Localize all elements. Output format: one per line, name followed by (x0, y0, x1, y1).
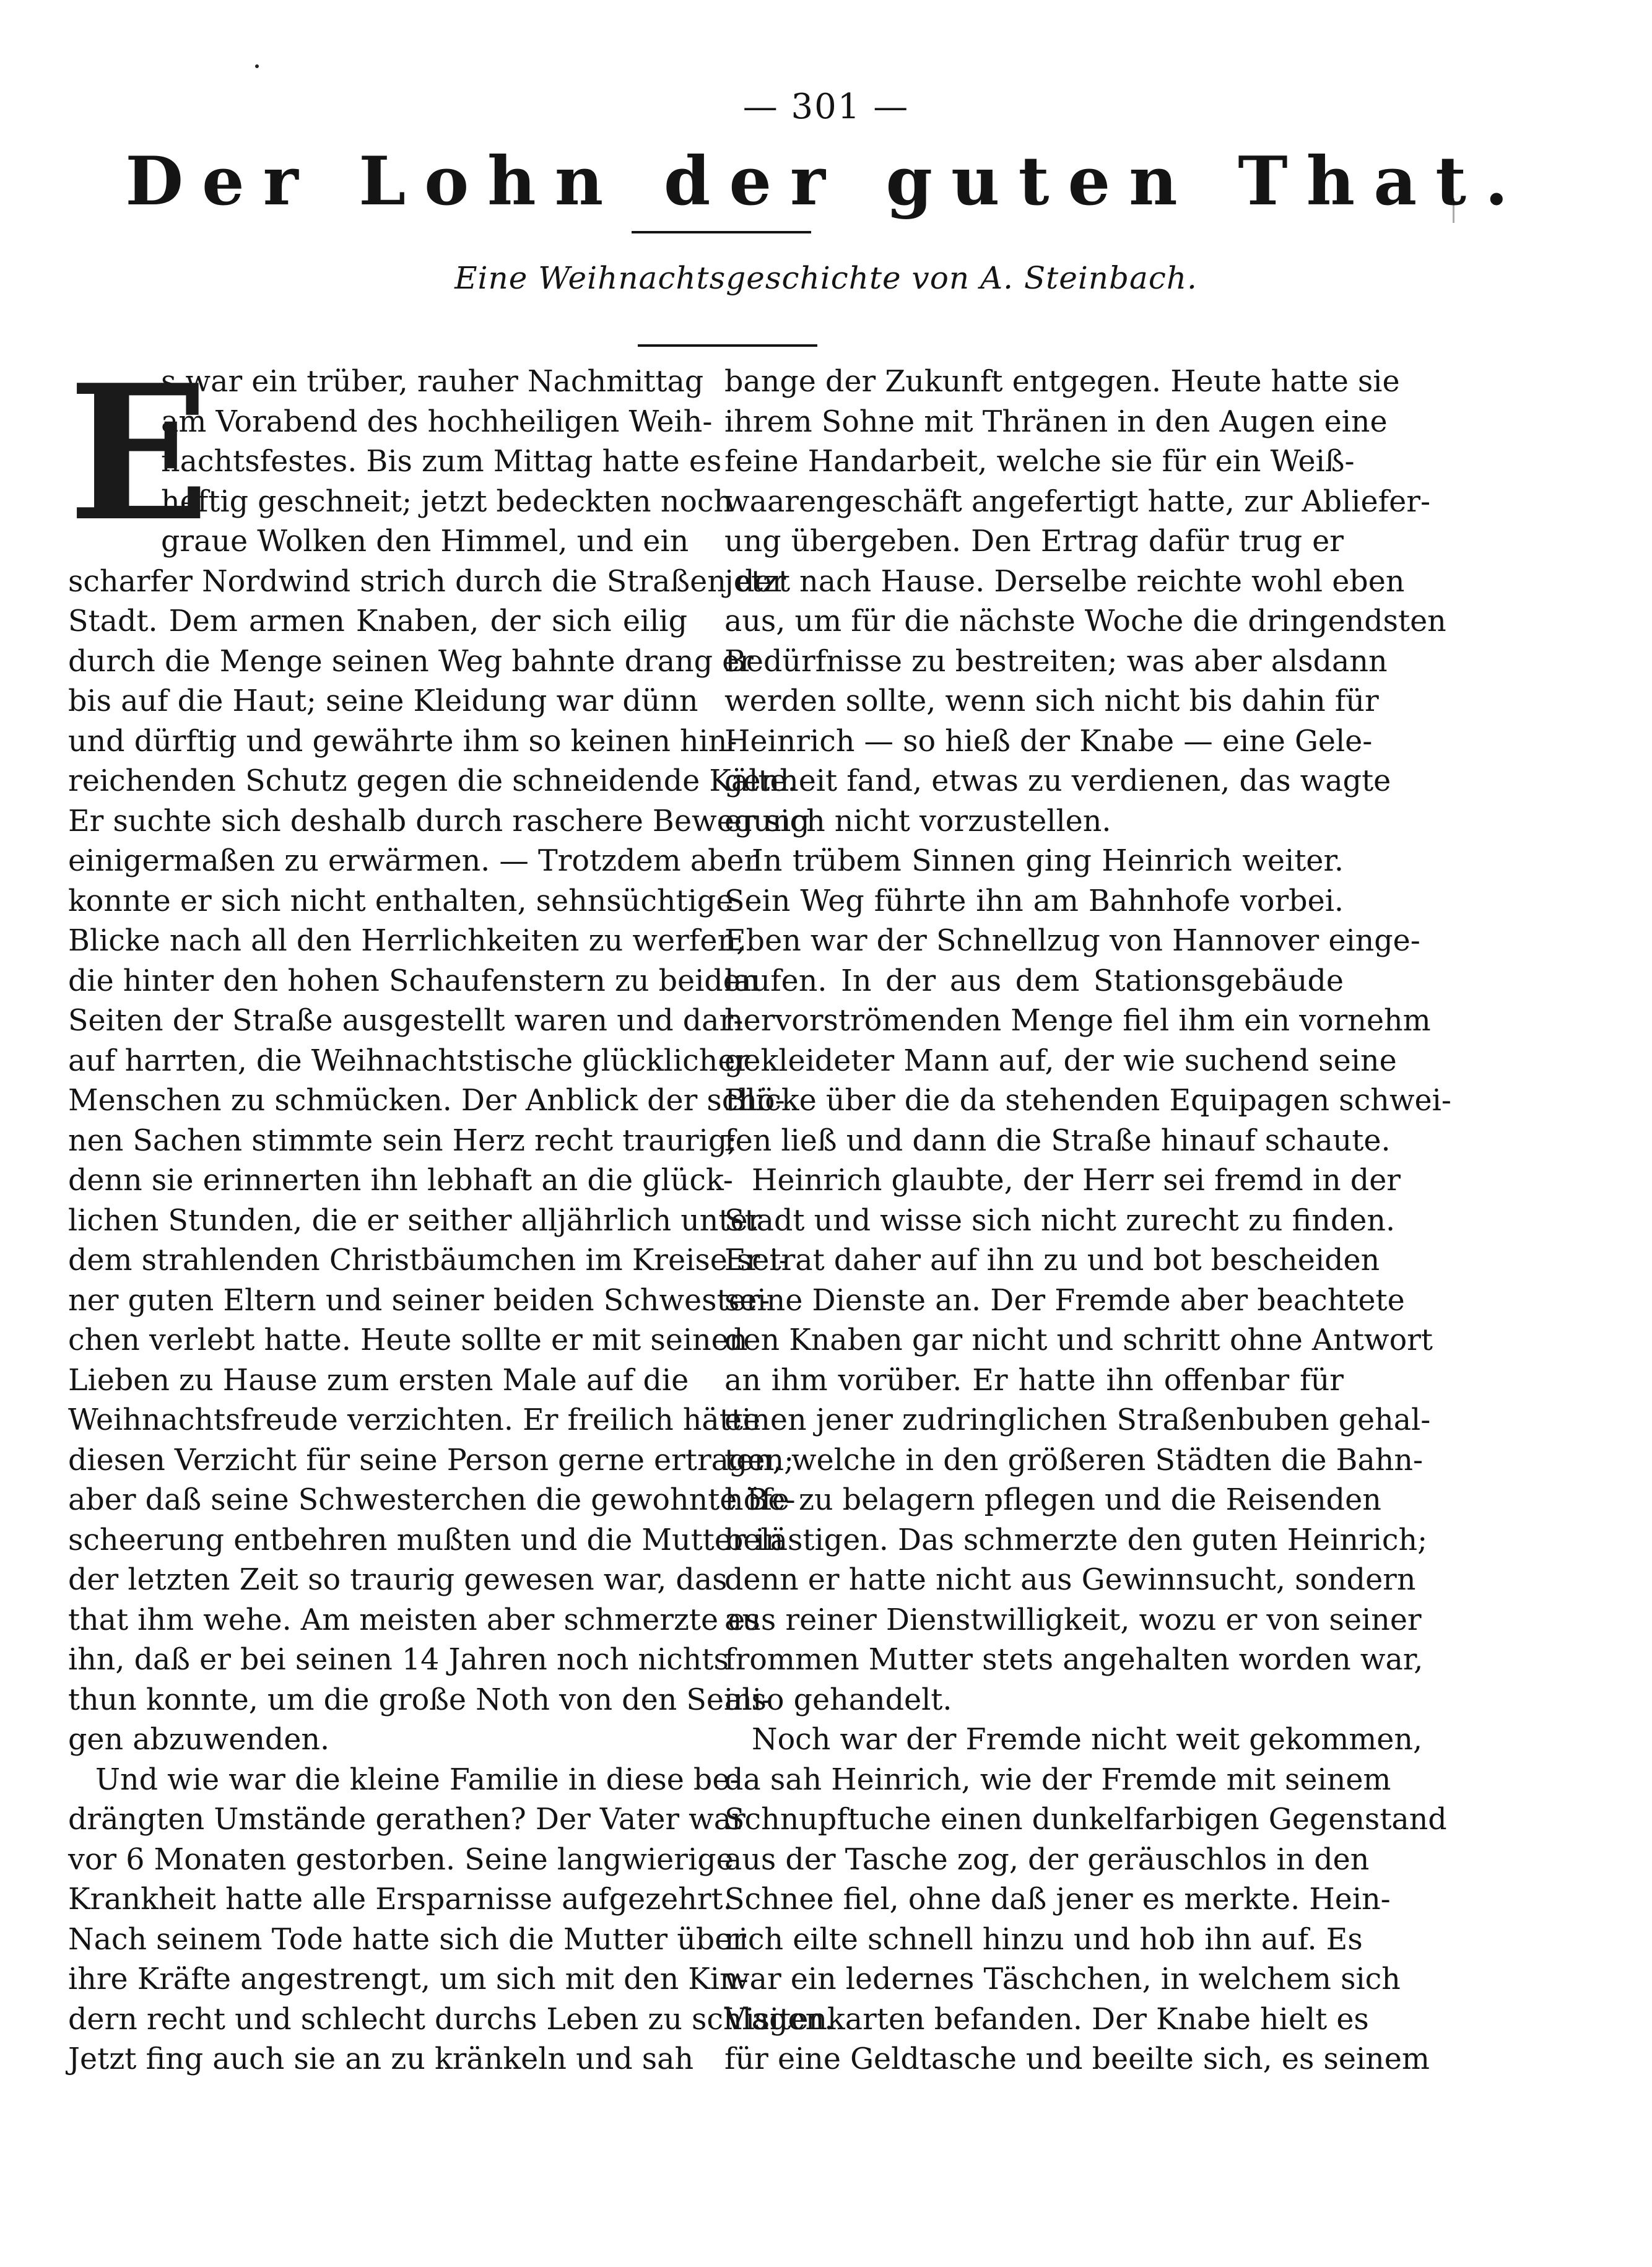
text-line: hervorströmenden Menge fiel ihm ein vornehm (724, 1004, 1431, 1038)
text-line: bis auf die Haut; seine Kleidung war dünn (68, 684, 698, 718)
text-line: Noch war der Fremde nicht weit gekommen, (752, 1723, 1423, 1757)
article-subtitle: Eine Weihnachtsgeschichte von A. Steinbach. (454, 260, 1198, 296)
text-line: ten, welche in den größeren Städten die Bahn- (724, 1443, 1424, 1477)
text-line: nen Sachen stimmte sein Herz recht traurig; (68, 1123, 737, 1158)
text-line: vor 6 Monaten gestorben. Seine langwierige (68, 1842, 734, 1877)
text-line: denn sie erinnerten ihn lebhaft an die glück- (68, 1164, 733, 1198)
text-line: konnte er sich nicht enthalten, sehnsüchtige (68, 884, 734, 918)
subtitle-rule (638, 344, 817, 347)
text-line: fen ließ und dann die Straße hinauf schaute. (724, 1123, 1391, 1158)
text-line: drängten Umstände gerathen? Der Vater war (68, 1803, 746, 1837)
text-line: war ein ledernes Täschchen, in welchem sich (724, 1962, 1401, 1996)
text-line: einigermaßen zu erwärmen. — Trotzdem aber (68, 844, 759, 878)
text-line: belästigen. Das schmerzte den guten Heinrich; (724, 1523, 1428, 1557)
text-line: er sich nicht vorzustellen. (724, 804, 1111, 838)
text-line: der letzten Zeit so traurig gewesen war, das (68, 1563, 728, 1597)
text-line: am Vorabend des hochheiligen Weih- (161, 404, 713, 439)
text-line: diesen Verzicht für seine Person gerne ertragen; (68, 1443, 794, 1477)
text-line: Heinrich glaubte, der Herr sei fremd in der (752, 1164, 1401, 1198)
text-line: auf harrten, die Weihnachtstische glücklicher (68, 1043, 750, 1078)
text-line: lichen Stunden, die er seither alljährlich unter (68, 1203, 762, 1238)
page-number: — 301 — (742, 87, 910, 127)
text-line: also gehandelt. (724, 1682, 952, 1717)
text-line: Er suchte sich deshalb durch raschere Bewegung (68, 804, 810, 838)
text-line: Nach seinem Tode hatte sich die Mutter über (68, 1922, 747, 1957)
text-line: Eben war der Schnellzug von Hannover einge- (724, 924, 1420, 958)
text-line: scheerung entbehren mußten und die Mutter in (68, 1523, 784, 1557)
text-line: gekleideter Mann auf, der wie suchend seine (724, 1043, 1397, 1078)
text-line: In trübem Sinnen ging Heinrich weiter. (752, 844, 1344, 878)
text-line: Stadt. Dem armen Knaben, der sich eilig (68, 604, 687, 638)
text-line: aber daß seine Schwesterchen die gewohnte Be- (68, 1483, 796, 1517)
text-line: an ihm vorüber. Er hatte ihn offenbar für (724, 1363, 1344, 1398)
text-line: ung übergeben. Den Ertrag dafür trug er (724, 524, 1344, 559)
text-line: Blicke über die da stehenden Equipagen schwei- (724, 1084, 1451, 1118)
text-line: Jetzt fing auch sie an zu kränkeln und sah (68, 2042, 694, 2076)
text-line: nachtsfestes. Bis zum Mittag hatte es (161, 445, 722, 479)
text-line: aus der Tasche zog, der geräuschlos in den (724, 1842, 1370, 1877)
text-line: ihn, daß er bei seinen 14 Jahren noch nichts (68, 1643, 729, 1677)
text-line: den Knaben gar nicht und schritt ohne Antwort (724, 1323, 1433, 1357)
text-line: Seiten der Straße ausgestellt waren und dar- (68, 1004, 744, 1038)
text-line: Krankheit hatte alle Ersparnisse aufgezehrt. (68, 1882, 733, 1917)
text-line: ihrem Sohne mit Thränen in den Augen eine (724, 404, 1388, 439)
text-line: reichenden Schutz gegen die schneidende Kälte. (68, 764, 797, 798)
text-line: denn er hatte nicht aus Gewinnsucht, sondern (724, 1563, 1416, 1597)
text-line: die hinter den hohen Schaufenstern zu beiden (68, 964, 760, 998)
text-line: Schnupftuche einen dunkelfarbigen Gegenstand (724, 1803, 1447, 1837)
text-line: that ihm wehe. Am meisten aber schmerzte es (68, 1603, 760, 1637)
text-line: Stadt und wisse sich nicht zurecht zu finden. (724, 1203, 1396, 1238)
text-line: jetzt nach Hause. Derselbe reichte wohl eben (724, 564, 1405, 599)
text-line: Visitenkarten befanden. Der Knabe hielt es (724, 2002, 1369, 2037)
right-column (724, 362, 1451, 2080)
text-line: heftig geschneit; jetzt bedeckten noch (161, 484, 733, 519)
text-line: gen abzuwenden. (68, 1723, 330, 1757)
text-line: Blicke nach all den Herrlichkeiten zu werfen, (68, 924, 746, 958)
article-title: Der Lohn der guten That. (125, 142, 1527, 220)
text-line: werden sollte, wenn sich nicht bis dahin für (724, 684, 1379, 718)
text-line: Schnee fiel, ohne daß jener es merkte. Hein- (724, 1882, 1391, 1917)
text-line: rich eilte schnell hinzu und hob ihn auf. Es (724, 1922, 1363, 1957)
text-line: da sah Heinrich, wie der Fremde mit seinem (724, 1762, 1391, 1797)
text-line: s war ein trüber, rauher Nachmittag (161, 365, 704, 399)
text-line: Menschen zu schmücken. Der Anblick der schö- (68, 1084, 785, 1118)
text-line: waarengeschäft angefertigt hatte, zur Abliefer- (724, 484, 1431, 519)
text-line: ner guten Eltern und seiner beiden Schwester- (68, 1283, 770, 1318)
text-line: Und wie war die kleine Familie in diese be- (95, 1762, 740, 1797)
text-line: durch die Menge seinen Weg bahnte drang er (68, 644, 754, 679)
text-line: genheit fand, etwas zu verdienen, das wagte (724, 764, 1391, 798)
text-line: feine Handarbeit, welche sie für ein Weiß- (724, 445, 1355, 479)
text-line: dern recht und schlecht durchs Leben zu schlagen. (68, 2002, 834, 2037)
text-line: dem strahlenden Christbäumchen im Kreise sei- (68, 1243, 789, 1277)
text-line: für eine Geldtasche und beeilte sich, es seinem (724, 2042, 1430, 2076)
text-line: aus, um für die nächste Woche die dringendsten (724, 604, 1446, 638)
text-line: Er trat daher auf ihn zu und bot bescheiden (724, 1243, 1380, 1277)
text-line: thun konnte, um die große Noth von den Seini- (68, 1682, 772, 1717)
text-line: Weihnachtsfreude verzichten. Er freilich hätte (68, 1403, 761, 1437)
text-line: Sein Weg führte ihn am Bahnhofe vorbei. (724, 884, 1344, 918)
text-line: und dürftig und gewährte ihm so keinen hin- (68, 724, 737, 759)
left-column (68, 344, 834, 2080)
text-line: Bedürfnisse zu bestreiten; was aber alsdann (724, 644, 1388, 679)
text-line: einen jener zudringlichen Straßenbuben gehal- (724, 1403, 1431, 1437)
drop-cap: E (68, 344, 210, 562)
title-rule (632, 231, 811, 233)
text-line: seine Dienste an. Der Fremde aber beachtete (724, 1283, 1405, 1318)
text-line: aus reiner Dienstwilligkeit, wozu er von seiner (724, 1603, 1422, 1637)
text-line: ihre Kräfte angestrengt, um sich mit den Kin- (68, 1962, 749, 1996)
text-line: laufen. In der aus dem Stationsgebäude (724, 964, 1344, 998)
margin-dot (255, 64, 259, 68)
text-line: Heinrich — so hieß der Knabe — eine Gele- (724, 724, 1373, 759)
text-line: graue Wolken den Himmel, und ein (161, 524, 689, 559)
text-line: Lieben zu Hause zum ersten Male auf die (68, 1363, 689, 1398)
text-line: höfe zu belagern pflegen und die Reisenden (724, 1483, 1381, 1517)
text-line: chen verlebt hatte. Heute sollte er mit seinen (68, 1323, 748, 1357)
text-line: frommen Mutter stets angehalten worden war, (724, 1643, 1424, 1677)
text-line: scharfer Nordwind strich durch die Straßen der (68, 564, 786, 599)
text-line: bange der Zukunft entgegen. Heute hatte sie (724, 365, 1400, 399)
